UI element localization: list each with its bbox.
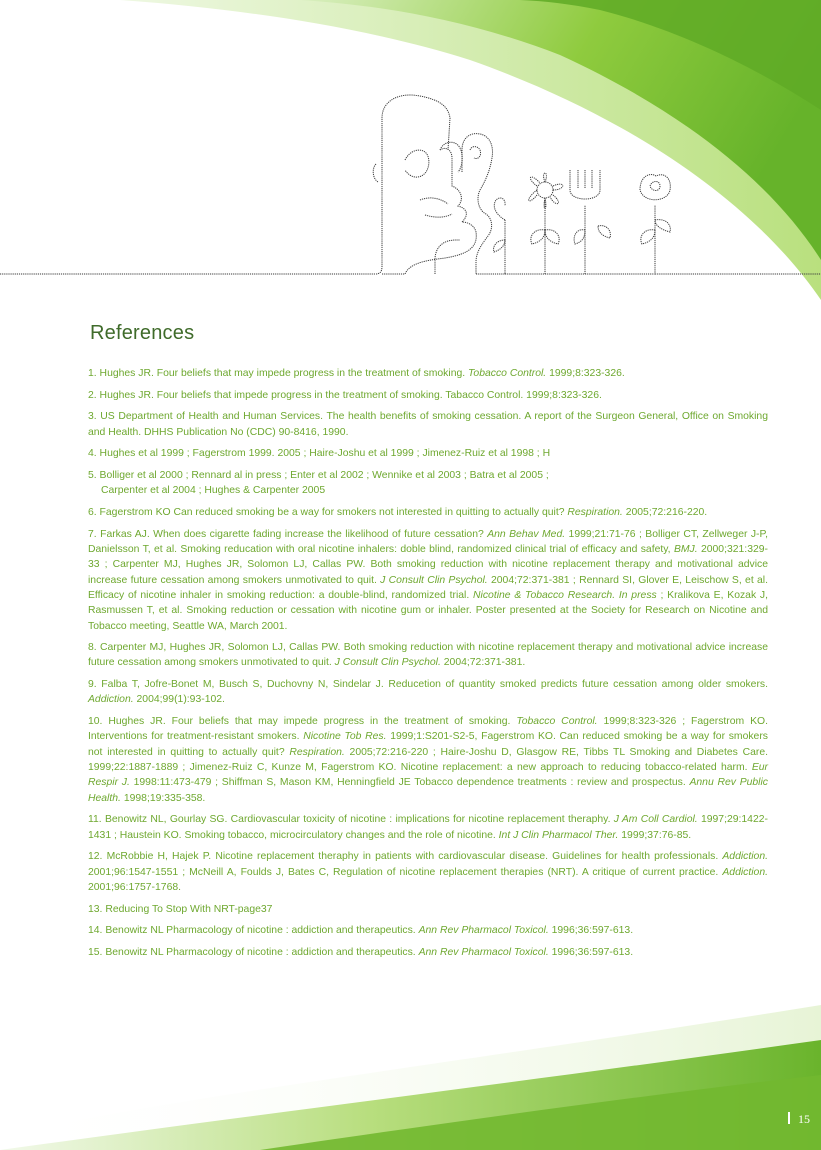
reference-item: 4. Hughes et al 1999 ; Fagerstrom 1999. 2005 ; Haire-Joshu et al 1999 ; Jimenez-Ruiz et al 1998 ; H <box>88 448 551 460</box>
page-number-divider <box>788 1112 790 1124</box>
reference-item: 13. Reducing To Stop With NRT-page37 <box>88 903 273 915</box>
reference-item: 12. McRobbie H, Hajek P. Nicotine replacement theraphy in patients with cardiovascular disease. Guidelines for health professionals. Addiction. 2001;96:1547-1551 ; McNeill A, Foulds J, Bates C, Regulation of nicotine replacement therapies (NRT). A critique of current practice. Addiction. 2001;96:1757-1768. <box>88 851 768 893</box>
reference-item: 10. Hughes JR. Four beliefs that may impede progress in the treatment of smoking. Tobacco Control. 1999;8:323-326 ; Fagerstrom KO. Interventions for treatment-resistant smokers. Nicotine Tob Res. 1999;1:S201-S2-5, Fagerstrom KO. Can reduced smoking be a way for smokers not interested in quitting to actually quit? Respiration. 2005;72:216-220 ; Haire-Joshu D, Glasgow RE, Tibbs TL Smoking and Diabetes Care. 1999;22:1887-1889 ; Jimenez-Ruiz C, Kunze M, Fagerstrom KO. Nicotine replacement: a new approach to reducing tobacco-related harm. Eur Respir J. 1998:11:473-479 ; Shiffman S, Mason KM, Henningfield JE Tobacco dependence treatments : review and prospectus. Annu Rev Public Health. 1998;19:335-358. <box>88 716 768 804</box>
reference-item: 8. Carpenter MJ, Hughes JR, Solomon LJ, Callas PW. Both smoking reduction with nicotine replacement therapy and motivational advice increase future cessation among smokers unmotivated to quit. J Consult Clin Psychol. 2004;72:371-381. <box>88 642 768 669</box>
reference-item: 15. Benowitz NL Pharmacology of nicotine : addiction and therapeutics. Ann Rev Pharmacol Toxicol. 1996;36:597-613. <box>88 946 634 958</box>
reference-item: 1. Hughes JR. Four beliefs that may impede progress in the treatment of smoking. Tobacco Control. 1999;8:323-326. <box>88 368 625 379</box>
reference-list <box>88 366 768 967</box>
page-number <box>788 1112 810 1127</box>
bottom-green-swoosh <box>0 1005 821 1150</box>
reference-item: 7. Farkas AJ. When does cigarette fading increase the likelihood of future cessation? Ann Behav Med. 1999;21:71-76 ; Bolliger CT, Zellweger J-P, Danielsson T, et al. Smoking reducation with oral nicotine inhalers: doble blind, randomized clinical trial of efficacy and safety, BMJ. 2000;321:329-33 ; Carpenter MJ, Hughes JR, Solomon LJ, Callas PW. Both smoking reduction with nicotine replacement therapy and motivational advice increase future cessation among smokers unmotivated to quit. J Consult Clin Psychol. 2004;72:371-381 ; Rennard SI, Glover E, Leischow S, et al. Efficacy of nicotine inhaler in smoking reduction: a double-blind, randomized trial. Nicotine & Tobacco Research. In press ; Kralikova E, Kozak J, Rasmussen T, et al. Smoking reduction or cessation with nicotine gum or inhaler. Poster presented at the Society for Research on Nicotine and Tobacco meeting, Seattle WA, March 2001. <box>88 528 769 632</box>
reference-item: 11. Benowitz NL, Gourlay SG. Cardiovascular toxicity of nicotine : implications for nicotine replacement theraphy. J Am Coll Cardiol. 1997;29:1422-1431 ; Haustein KO. Smoking tobacco, microcirculatory changes and the role of nicotine. Int J Clin Pharmacol Ther. 1999;37:76-85. <box>88 814 768 841</box>
reference-item: 9. Falba T, Jofre-Bonet M, Busch S, Duchovny N, Sindelar J. Reducetion of quantity smoked predicts future cessation among older smokers. Addiction. 2004;99(1):93-102. <box>88 679 768 706</box>
reference-item: 6. Fagerstrom KO Can reduced smoking be a way for smokers not interested in quitting to actually quit? Respiration. 2005;72:216-220. <box>88 507 708 519</box>
page-title: References <box>90 322 195 344</box>
reference-item: 14. Benowitz NL Pharmacology of nicotine : addiction and therapeutics. Ann Rev Pharmacol Toxicol. 1996;36:597-613. <box>88 925 634 937</box>
reference-item: 2. Hughes JR. Four beliefs that impede progress in the treatment of smoking. Tabacco Control. 1999;8:323-326. <box>88 389 602 401</box>
reference-item: 3. US Department of Health and Human Services. The health benefits of smoking cessation. A report of the Surgeon General, Office on Smoking and Health. DHHS Publication No (CDC) 90-8416, 1990. <box>88 411 768 438</box>
reference-item: 5. Bolliger et al 2000 ; Rennard al in press ; Enter et al 2002 ; Wennike et al 2003 ; Batra et al 2005 ; Carpenter et al 2004 ; Hughes & Carpenter 2005 <box>88 470 549 497</box>
page-number-text: 15 <box>798 1112 810 1126</box>
